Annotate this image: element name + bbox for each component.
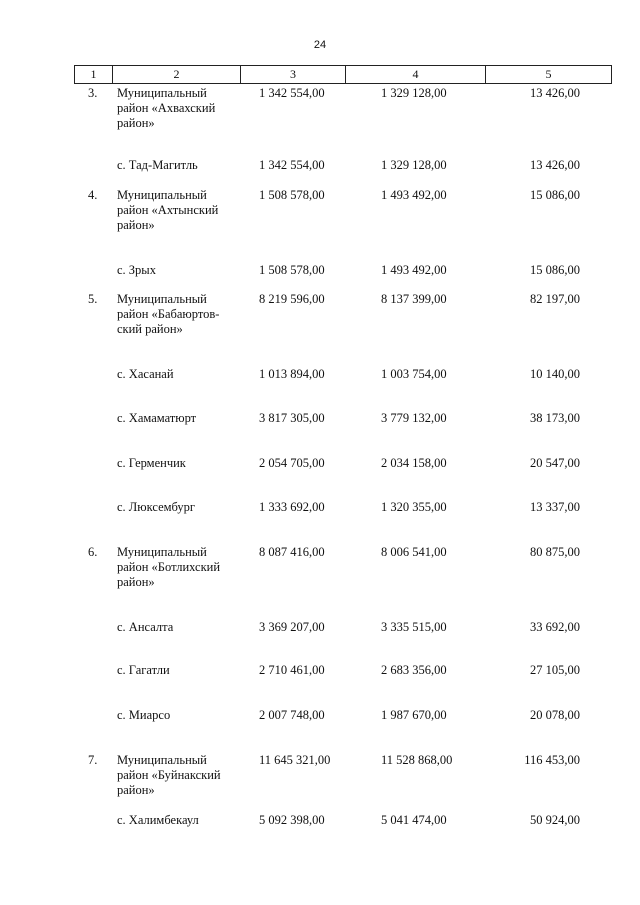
row-name-line: с. Люксембург [117, 500, 196, 514]
row-name-line: район» [117, 116, 155, 130]
row-name-line: с. Хамаматюрт [117, 411, 197, 425]
row-name-line: Муниципальный [117, 188, 207, 202]
row-number: 6. [88, 545, 98, 559]
total-amount: 2 007 748,00 [259, 708, 325, 722]
row-name [117, 411, 247, 426]
federal-amount: 1 329 128,00 [381, 158, 447, 172]
header-col-4: 4 [346, 66, 486, 83]
row-name-line: район» [117, 218, 155, 232]
header-col-2: 2 [113, 66, 241, 83]
row-name-line: с. Хасанай [117, 367, 174, 381]
row-name [117, 188, 247, 233]
regional-amount: 13 337,00 [530, 500, 580, 514]
row-name-line: с. Герменчик [117, 456, 186, 470]
federal-amount: 1 320 355,00 [381, 500, 447, 514]
regional-amount: 15 086,00 [530, 188, 580, 202]
federal-amount: 8 006 541,00 [381, 545, 447, 559]
header-col-3: 3 [241, 66, 346, 83]
row-name-line: район «Ахвахский [117, 101, 216, 115]
row-name [117, 663, 247, 678]
row-name-line: район «Бабаюртов- [117, 307, 220, 321]
regional-amount: 116 453,00 [524, 753, 580, 767]
regional-amount: 20 078,00 [530, 708, 580, 722]
total-amount: 5 092 398,00 [259, 813, 325, 827]
federal-amount: 3 779 132,00 [381, 411, 447, 425]
total-amount: 8 087 416,00 [259, 545, 325, 559]
total-amount: 1 342 554,00 [259, 86, 325, 100]
regional-amount: 13 426,00 [530, 86, 580, 100]
regional-amount: 10 140,00 [530, 367, 580, 381]
row-name-line: с. Зрых [117, 263, 156, 277]
total-amount: 1 013 894,00 [259, 367, 325, 381]
row-name-line: район» [117, 783, 155, 797]
row-name-line: Муниципальный [117, 86, 207, 100]
federal-amount: 2 683 356,00 [381, 663, 447, 677]
row-name-line: Муниципальный [117, 292, 207, 306]
row-name-line: с. Миарсо [117, 708, 171, 722]
federal-amount: 1 003 754,00 [381, 367, 447, 381]
table-header [74, 65, 612, 84]
total-amount: 3 817 305,00 [259, 411, 325, 425]
federal-amount: 1 493 492,00 [381, 263, 447, 277]
regional-amount: 38 173,00 [530, 411, 580, 425]
row-name-line: Муниципальный [117, 753, 207, 767]
regional-amount: 15 086,00 [530, 263, 580, 277]
total-amount: 2 054 705,00 [259, 456, 325, 470]
row-number: 4. [88, 188, 98, 202]
row-name [117, 813, 247, 828]
row-number: 7. [88, 753, 98, 767]
row-name [117, 500, 247, 515]
row-name-line: с. Гагатли [117, 663, 170, 677]
federal-amount: 1 329 128,00 [381, 86, 447, 100]
row-name [117, 545, 247, 590]
federal-amount: 11 528 868,00 [381, 753, 453, 767]
regional-amount: 27 105,00 [530, 663, 580, 677]
row-name [117, 86, 247, 131]
total-amount: 1 508 578,00 [259, 263, 325, 277]
total-amount: 2 710 461,00 [259, 663, 325, 677]
total-amount: 1 508 578,00 [259, 188, 325, 202]
row-name-line: район «Ботлихский [117, 560, 221, 574]
total-amount: 8 219 596,00 [259, 292, 325, 306]
row-name-line: Муниципальный [117, 545, 207, 559]
federal-amount: 1 493 492,00 [381, 188, 447, 202]
row-name-line: район «Ахтынский [117, 203, 219, 217]
regional-amount: 50 924,00 [530, 813, 580, 827]
regional-amount: 13 426,00 [530, 158, 580, 172]
page-number: 24 [313, 39, 327, 51]
row-name [117, 263, 247, 278]
federal-amount: 1 987 670,00 [381, 708, 447, 722]
row-number: 3. [88, 86, 98, 100]
federal-amount: 3 335 515,00 [381, 620, 447, 634]
row-name-line: с. Халимбекаул [117, 813, 199, 827]
row-name [117, 708, 247, 723]
federal-amount: 2 034 158,00 [381, 456, 447, 470]
row-name-line: с. Тад-Магитль [117, 158, 198, 172]
header-col-1: 1 [75, 66, 113, 83]
row-name-line: район «Буйнакский [117, 768, 221, 782]
row-name-line: район» [117, 575, 155, 589]
total-amount: 1 342 554,00 [259, 158, 325, 172]
row-name-line: с. Ансалта [117, 620, 174, 634]
row-name [117, 620, 247, 635]
regional-amount: 82 197,00 [530, 292, 580, 306]
federal-amount: 8 137 399,00 [381, 292, 447, 306]
row-name [117, 753, 247, 798]
federal-amount: 5 041 474,00 [381, 813, 447, 827]
total-amount: 11 645 321,00 [259, 753, 331, 767]
row-name [117, 367, 247, 382]
row-name [117, 456, 247, 471]
header-col-5: 5 [545, 67, 552, 81]
row-name [117, 292, 247, 337]
regional-amount: 80 875,00 [530, 545, 580, 559]
row-name-line: ский район» [117, 322, 183, 336]
row-number: 5. [88, 292, 98, 306]
row-name [117, 158, 247, 173]
regional-amount: 20 547,00 [530, 456, 580, 470]
total-amount: 3 369 207,00 [259, 620, 325, 634]
regional-amount: 33 692,00 [530, 620, 580, 634]
total-amount: 1 333 692,00 [259, 500, 325, 514]
